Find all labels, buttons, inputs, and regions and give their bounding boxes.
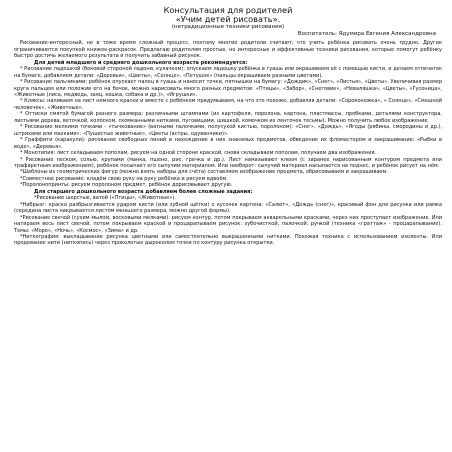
technique-sand: * Рисование песком, солью, крупами (манка, пшено, рис, гречка и др.). Лист намазывают клеем (с заранее нарисованным контуром предмета или трафаретным изображением), ребёнок посыпает его сыпучим материалом. Или наоборот: сыпучий материал насыпается на поднос, и ребёнок рисует на нём.	[14, 156, 442, 170]
technique-graffiti: * Граффити (каракули): рисование свободных линий и нахождение в них знакомых предметов, обведение их фломастером и закрашивание: «Рыбки в воде», «Деревья».	[14, 137, 442, 150]
technique-threads: *Ниткография: выкладывание рисунка цветными или самостоятельно выкрашенными нитками. Похожая техника с использованием изоленты. Или продевание нити (ниткопись) через проколотые дыроколом точки по контуру рисунка открытки.	[14, 234, 442, 247]
subtitle: (нетрадиционные техники рисования)	[171, 24, 285, 31]
section-heading-senior: Для старшего дошкольного возраста добавляем более сложные задания:	[34, 188, 253, 195]
section-heading-junior: Для детей младшего и среднего дошкольного возраста рекомендуется:	[34, 59, 248, 66]
document-body	[14, 40, 442, 247]
technique-foam: *Поролонопринты: рисуем поролоном предмет, ребёнок дорисовывает другую.	[20, 182, 233, 189]
technique-blots: * Кляксы: наливаем на лист немного краски и вместе с ребёнком придумываем, на что это похоже, добавляя детали: «Сороконожка», « Солнце», «Смешной человечек», «Животные».	[14, 98, 442, 111]
technique-candle: *Рисование свечой (сухим мылом, восковыми мелками): рисуем контур, потом покрываем акварельными красками, через них проступает изображение. Или натираем весь лист свечой, потом покрываем краской и процарапываем рисунок: зубочисткой, палочкой, ручкой (техника «граттаж» - процарапывание). Темы: «Море», «Ночь», «Космос», «Зима» и др.	[14, 214, 442, 234]
author-line: Воспитатель: Ядумира Евгения Александровна	[297, 31, 436, 38]
technique-dots: * Рисование мелкими точками - «тычкование» (ватными палочками, полусухой кистью, поролоном): «Снег», «Дождь», «Ягоды (рябины, смородины и др.), штрихами или мазками»: «Пушистые животные», «Цветы (астры, одуванчики)».	[14, 124, 442, 137]
technique-wool: *Рисование шерстью, ватой («Птицы», «Животные»).	[34, 195, 176, 202]
technique-prints: * Оттиски смятой бумагой разного размера; различными штампами (из картофеля, поролона, картона, пластмассы, пробками, деталями конструктора, листьями дерева, веточкой, колоском, скомканными нитками, пуговицами, шишкой, комочком из ленточек тесьмы). Можно получить любое изображение.	[14, 111, 442, 124]
technique-templates: *Шаблоны из геометрических фигур (можно взять наборы для счёта) составляем изображение предмета, обрисовываем и закрашиваем.	[20, 169, 388, 176]
technique-spray: *Набрызг: краска разбрызгивается ударом кисти (или зубной щётки) о кусочек картона: «Салют», «Дождь (снег)», красивый фон для рисунка или рамка (середина листа накрывается листом меньшего размера, можно другой формы).	[14, 201, 442, 215]
technique-fingers: * Рисование пальчиками: ребёнок опускает палец в гуашь и наносит точки, пятнышки на бумагу: «Дождик», «Снег», «Листья», «Цветы». Увеличивая размер круга пальцем или положив его на бочок, можно нарисовать много разных предметов: «Птицы», «Забор», «Снеговик», «Неваляшка», «Цветы», «Гусеница», «Животные (лиса, медведь, заяц, кошка, собака и др.)», «Игрушки».	[14, 79, 442, 99]
technique-joint: *Совместное рисование: кладём свою руку на руку ребёнка и рисуем вдвоём.	[20, 175, 228, 182]
title-line-2: «Учим детей рисовать».	[175, 14, 281, 25]
technique-palm: * Рисование ладошкой (боковой стороной ладони, кулачком): опускаем ладошку ребёнка в гуашь или окрашиваем её с помощью кисти, и делаем отпечаток на бумаге, добавляем детали: «Деревья», «Цветы», «Солнце», «Петушок» (пальцы окрашиваем разными цветами).	[14, 66, 442, 79]
technique-monotype: * Монотипия: лист складываем пополам, рисуем на одной стороне краской, снова складываем пополам, получаем два изображения.	[20, 150, 377, 157]
title-line-1: Консультация для родителей	[163, 5, 293, 15]
intro-paragraph: Рисование-интересный, но в тоже время сложный процесс, поэтому многие родители считают, что учить ребёнка рисовать очень трудно. Другие ограничиваются покупкой книжек-раскрасок. Предлагаю родителям простые, но интересные и эффективные техники рисования, которые помогут ребёнку быстро достичь желаемого результата и получить забавный рисунок.	[14, 40, 442, 60]
